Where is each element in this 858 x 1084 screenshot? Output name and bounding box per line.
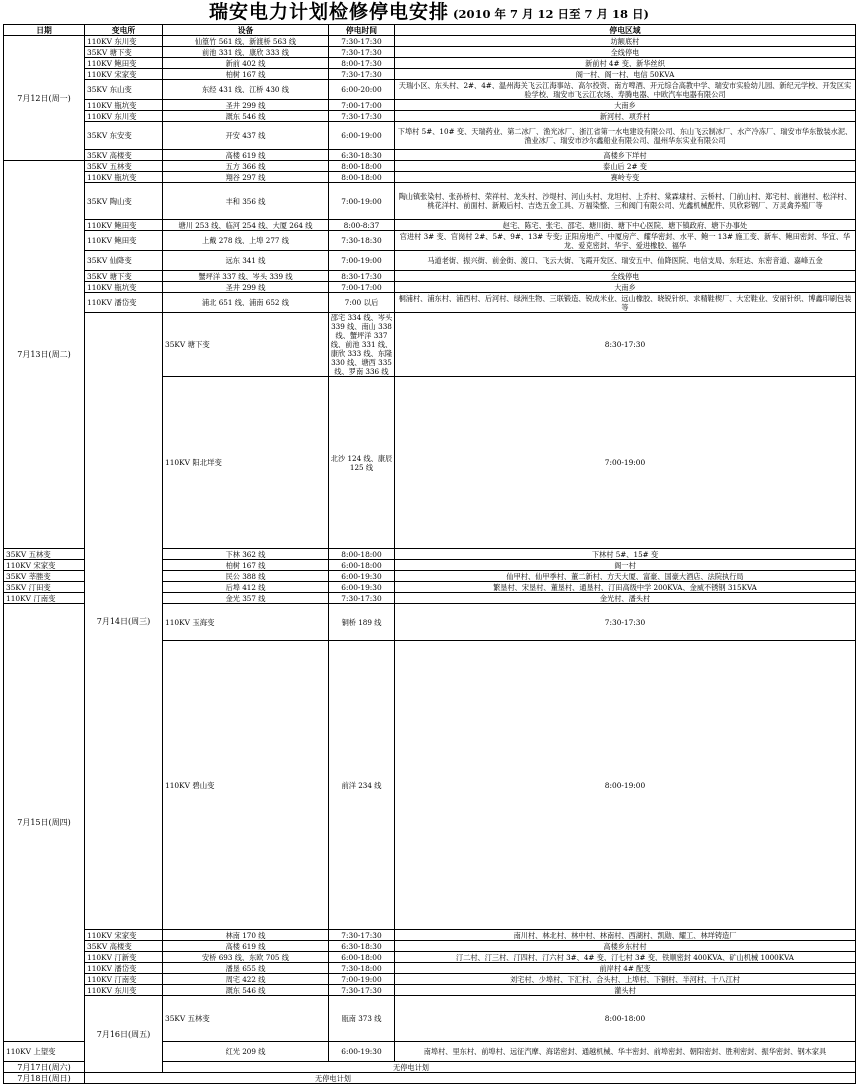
date-cell: 7月15日(周四) — [4, 604, 85, 1042]
area-cell: 汀二村、汀三村、汀四村、汀六村 3#、4# 变、汀七村 3# 变、铁顺密封 400KVA、矿山机械 1000KVA — [395, 952, 856, 963]
table-row — [4, 172, 856, 183]
date-cell: 7月16日(周五) — [85, 996, 163, 1073]
equipment-cell: 后埠 412 线 — [163, 582, 329, 593]
time-cell: 7:00-19:00 — [395, 377, 856, 549]
time-cell: 7:30-17:30 — [329, 36, 395, 47]
time-cell: 7:30-18:30 — [329, 231, 395, 251]
table-body — [4, 36, 856, 1084]
equipment-cell: 蟹坪洋 337 线、岑头 339 线 — [163, 271, 329, 282]
equipment-cell: 金光 357 线 — [163, 593, 329, 604]
time-cell: 7:30-17:30 — [329, 47, 395, 58]
substation-cell: 35KV 塘下变 — [85, 47, 163, 58]
substation-cell: 110KV 鲍田变 — [85, 58, 163, 69]
substation-cell: 110KV 东川变 — [85, 985, 163, 996]
table-row — [4, 161, 856, 172]
table-row — [4, 974, 856, 985]
table-row — [4, 282, 856, 293]
table-row — [4, 963, 856, 974]
equipment-cell: 周宅 422 线 — [163, 974, 329, 985]
table-row — [4, 930, 856, 941]
substation-cell: 110KV 汀南变 — [4, 593, 85, 604]
time-cell: 8:00-18:00 — [329, 549, 395, 560]
substation-cell: 35KV 东安变 — [85, 122, 163, 150]
area-cell: 全线停电 — [395, 47, 856, 58]
area-cell: 马道老街、振兴街、前金街、渡口、飞云大街、飞霞开发区、瑞安五中、仙降医院、电信支局、东旺达、东密音道、嘉峰五金 — [395, 251, 856, 271]
substation-cell: 110KV 玉海变 — [163, 604, 329, 641]
time-cell: 7:30-17:30 — [329, 930, 395, 941]
time-cell: 7:00-17:00 — [329, 100, 395, 111]
table-row — [4, 941, 856, 952]
time-cell: 7:30-17:30 — [329, 111, 395, 122]
equipment-cell: 塘川 253 线、临河 254 线、大厦 264 线 — [163, 220, 329, 231]
time-cell: 6:00-18:00 — [329, 560, 395, 571]
area-cell: 下埠村 5#、10# 变、天瑞药业、第二冰厂、渔光冰厂、浙江省第一水电建设有限公司、东山飞云制冰厂、水产冷冻厂、瑞安市华东散装水泥、渔业冰厂、瑞安市沙尔鑫船业有限公司、温州华东实业有限公司 — [395, 122, 856, 150]
equipment-cell: 下林 362 线 — [163, 549, 329, 560]
area-cell: 刘宅村、少埠村、下汇村、合头村、上埠村、下铜村、半河村、十八江村 — [395, 974, 856, 985]
time-cell: 6:00-19:00 — [329, 122, 395, 150]
area-cell: 陶山镇张染村、张孙桥村、荣祥村、龙头村、沙堤村、河山头村、龙坦村、上乔村、棠霖埭村、云桥村、门前山村、郑宅村、前港村、松洋村、桃花洋村、前面村、新殿后村、吉迭五金工具、万福染整、三和阀门有限公司、光鑫机械配件、贝欣彩钢厂、万灵禽养殖厂等 — [395, 183, 856, 220]
table-row — [4, 58, 856, 69]
area-cell: 高楼乡下垟村 — [395, 150, 856, 161]
table-row — [4, 80, 856, 100]
table-row — [4, 183, 856, 220]
equipment-cell: 红光 209 线 — [163, 1042, 329, 1062]
substation-cell: 110KV 宋家变 — [4, 560, 85, 571]
table-row — [4, 69, 856, 80]
time-cell: 7:30-17:30 — [329, 985, 395, 996]
area-cell: 阁一村、阁一村、电信 50KVA — [395, 69, 856, 80]
table-row — [4, 271, 856, 282]
area-cell: 泰山后 2# 变 — [395, 161, 856, 172]
area-cell: 灌头村 — [395, 985, 856, 996]
time-cell: 6:30-18:30 — [329, 941, 395, 952]
substation-cell: 35KV 仙降变 — [85, 251, 163, 271]
area-cell: 下林村 5#、15# 变 — [395, 549, 856, 560]
equipment-cell: 溉东 546 线 — [163, 111, 329, 122]
area-cell: 新河村、项乔村 — [395, 111, 856, 122]
substation-cell: 110KV 鲍田变 — [85, 231, 163, 251]
table-row — [4, 47, 856, 58]
time-cell: 8:30-17:30 — [329, 271, 395, 282]
substation-cell: 110KV 瓶坑变 — [85, 282, 163, 293]
substation-cell: 110KV 东川变 — [85, 111, 163, 122]
time-cell: 6:30-18:30 — [329, 150, 395, 161]
substation-cell: 35KV 塘下变 — [163, 313, 329, 377]
table-row — [4, 150, 856, 161]
equipment-cell: 无停电计划 — [163, 1062, 856, 1073]
equipment-cell: 新前 402 线 — [163, 58, 329, 69]
table-row — [4, 220, 856, 231]
substation-cell: 110KV 碧山变 — [163, 641, 329, 930]
substation-cell: 110KV 汀新变 — [85, 952, 163, 963]
equipment-cell: 柏树 167 线 — [163, 560, 329, 571]
equipment-cell: 开安 437 线 — [163, 122, 329, 150]
title-main: 瑞安电力计划检修停电安排 — [209, 1, 450, 23]
title-period: (2010 年 7 月 12 日至 7 月 18 日) — [453, 7, 649, 21]
area-cell: 赵宅、陈宅、张宅、邵宅、塘川街、塘下中心医院、塘下镇政府、塘下办事处 — [395, 220, 856, 231]
time-cell: 6:00-20:00 — [329, 80, 395, 100]
col-header-equipment: 设备 — [163, 25, 329, 36]
time-cell: 7:30-18:00 — [329, 963, 395, 974]
equipment-cell: 溉东 546 线 — [163, 985, 329, 996]
table-header-row — [4, 25, 856, 36]
table-row — [4, 293, 856, 313]
area-cell: 金光村、潘头村 — [395, 593, 856, 604]
substation-cell: 35KV 高楼变 — [85, 941, 163, 952]
substation-cell: 110KV 阳北垟变 — [163, 377, 329, 549]
substation-cell: 110KV 潘岱变 — [85, 963, 163, 974]
time-cell: 6:00-19:30 — [329, 582, 395, 593]
table-row — [4, 1073, 856, 1084]
substation-cell: 110KV 上望变 — [4, 1042, 85, 1062]
table-row — [4, 111, 856, 122]
time-cell: 8:00-8:37 — [329, 220, 395, 231]
equipment-cell: 上戴 278 线、上埠 277 线 — [163, 231, 329, 251]
document-title — [0, 0, 858, 24]
table-row — [4, 313, 856, 377]
time-cell: 6:00-18:00 — [329, 952, 395, 963]
area-cell: 新前村 4# 变、新华丝织 — [395, 58, 856, 69]
time-cell: 7:00-17:00 — [329, 282, 395, 293]
equipment-cell: 仙篁竹 561 线、新渡桥 563 线 — [163, 36, 329, 47]
equipment-cell: 五方 366 线 — [163, 161, 329, 172]
equipment-cell: 民公 388 线 — [163, 571, 329, 582]
area-cell: 前岸村 4# 配变 — [395, 963, 856, 974]
time-cell: 7:00-19:00 — [329, 183, 395, 220]
substation-cell: 35KV 五林变 — [163, 996, 329, 1042]
area-cell: 坊额底村 — [395, 36, 856, 47]
substation-cell: 110KV 瓶坑变 — [85, 172, 163, 183]
time-cell: 8:00-19:00 — [395, 641, 856, 930]
time-cell: 8:00-17:30 — [329, 58, 395, 69]
equipment-cell: 邵宅 334 线、岑头 339 线、南山 338 线、蟹坪洋 337 线、前池 331 线、康欣 333 线、东隆 330 线、塘西 335 线、罗南 336 线 — [329, 313, 395, 377]
col-header-area: 停电区域 — [395, 25, 856, 36]
col-header-date: 日期 — [4, 25, 85, 36]
equipment-cell: 圣井 299 线 — [163, 282, 329, 293]
time-cell: 8:30-17:30 — [395, 313, 856, 377]
substation-cell: 110KV 潘岱变 — [85, 293, 163, 313]
equipment-cell: 浦北 651 线、浦南 652 线 — [163, 293, 329, 313]
table-row — [4, 985, 856, 996]
substation-cell: 35KV 陶山变 — [85, 183, 163, 220]
date-cell: 7月18日(周日) — [4, 1073, 85, 1084]
equipment-cell: 前池 331 线、康欣 333 线 — [163, 47, 329, 58]
time-cell: 7:30-17:30 — [329, 593, 395, 604]
area-cell: 南川村、林北村、林中村、林南村、西湖村、凯勋、耀工、林垟铸造厂 — [395, 930, 856, 941]
substation-cell: 35KV 五林变 — [4, 549, 85, 560]
area-cell: 南埠村、里东村、前埠村、远征汽摩、海诺密封、通越机械、华丰密封、前埠密封、朝阳密封、胜利密封、振华密封、钢木家具 — [395, 1042, 856, 1062]
date-cell: 7月13日(周二) — [4, 161, 85, 549]
substation-cell: 35KV 五林变 — [85, 161, 163, 172]
substation-cell: 35KV 东山变 — [85, 80, 163, 100]
equipment-cell: 安桥 693 线、东欧 705 线 — [163, 952, 329, 963]
time-cell: 7:00-19:00 — [329, 974, 395, 985]
time-cell: 7:30-17:30 — [329, 69, 395, 80]
equipment-cell: 远东 341 线 — [163, 251, 329, 271]
col-header-time: 停电时间 — [329, 25, 395, 36]
equipment-cell: 瓯南 373 线 — [329, 996, 395, 1042]
time-cell: 6:00-19:30 — [329, 571, 395, 582]
time-cell: 7:00-19:00 — [329, 251, 395, 271]
table-row — [4, 231, 856, 251]
substation-cell: 35KV 高楼变 — [85, 150, 163, 161]
substation-cell: 35KV 莘塍变 — [4, 571, 85, 582]
equipment-cell: 前洋 234 线 — [329, 641, 395, 930]
time-cell: 8:00-18:00 — [329, 172, 395, 183]
equipment-cell: 北沙 124 线、康辰 125 线 — [329, 377, 395, 549]
equipment-cell: 高楼 619 线 — [163, 941, 329, 952]
table-row — [4, 996, 856, 1042]
table-row — [4, 251, 856, 271]
time-cell: 8:00-18:00 — [395, 996, 856, 1042]
time-cell: 8:00-18:00 — [329, 161, 395, 172]
col-header-substation: 变电所 — [85, 25, 163, 36]
date-cell: 7月14日(周三) — [85, 313, 163, 930]
equipment-cell: 丰和 356 线 — [163, 183, 329, 220]
time-cell: 6:00-19:30 — [329, 1042, 395, 1062]
area-cell: 大南乡 — [395, 100, 856, 111]
equipment-cell: 翔谷 297 线 — [163, 172, 329, 183]
equipment-cell: 无停电计划 — [85, 1073, 856, 1084]
table-row — [4, 36, 856, 47]
table-row — [4, 952, 856, 963]
equipment-cell: 圣井 299 线 — [163, 100, 329, 111]
area-cell: 阁一村 — [395, 560, 856, 571]
area-cell: 官进村 3# 变、官岗村 2#、5#、9#、13# 专变; 正阳房地产、中厦房产、耀华密封、水平、鲍一 13# 施工变、新车、鲍田密封、华宜、华龙、爱克密封、华宇、爱进橡胶、福华 — [395, 231, 856, 251]
area-cell: 全线停电 — [395, 271, 856, 282]
area-cell: 繁垦村、宋垦村、董垦村、通垦村、汀田高级中学 200KVA、金威不锈钢 315KVA — [395, 582, 856, 593]
equipment-cell: 潘垦 655 线 — [163, 963, 329, 974]
substation-cell: 35KV 塘下变 — [85, 271, 163, 282]
substation-cell: 110KV 东川变 — [85, 36, 163, 47]
time-cell: 7:00 以后 — [329, 293, 395, 313]
equipment-cell: 高楼 619 线 — [163, 150, 329, 161]
outage-schedule-table — [3, 24, 856, 1084]
substation-cell: 110KV 宋家变 — [85, 69, 163, 80]
table-row — [4, 100, 856, 111]
table-row — [4, 122, 856, 150]
substation-cell: 35KV 汀田变 — [4, 582, 85, 593]
equipment-cell: 铜桥 189 线 — [329, 604, 395, 641]
area-cell: 桐浦村、浦东村、浦西村、后河村、绿洲生物、三联锻造、锐成米业、远山橡胶、晓锐针织、求精鞋楔厂、大宏鞋业、安丽针织、博鑫印刷包装等 — [395, 293, 856, 313]
equipment-cell: 东经 431 线、江桥 430 线 — [163, 80, 329, 100]
substation-cell: 110KV 宋家变 — [85, 930, 163, 941]
date-cell: 7月12日(周一) — [4, 36, 85, 161]
substation-cell: 110KV 汀南变 — [85, 974, 163, 985]
substation-cell: 110KV 鲍田变 — [85, 220, 163, 231]
area-cell: 高楼乡东村村 — [395, 941, 856, 952]
equipment-cell: 柏树 167 线 — [163, 69, 329, 80]
substation-cell: 110KV 瓶坑变 — [85, 100, 163, 111]
date-cell: 7月17日(周六) — [4, 1062, 85, 1073]
area-cell: 天瑞小区、东头村、2#、4#、温州海关飞云江海事站、高尔投资、南方啤酒、开元综合高教中学、瑞安市实验幼儿园、新纪元学校、开发区实验学校、瑞安市飞云江农场、寿腾电器、中欧汽车电器有限公司 — [395, 80, 856, 100]
area-cell: 赛岭专变 — [395, 172, 856, 183]
area-cell: 大南乡 — [395, 282, 856, 293]
time-cell: 7:30-17:30 — [395, 604, 856, 641]
area-cell: 仙甲村、仙甲季村、董二新村、方天大厦、富豪、国豪大酒店、法院执行局 — [395, 571, 856, 582]
equipment-cell: 林南 170 线 — [163, 930, 329, 941]
